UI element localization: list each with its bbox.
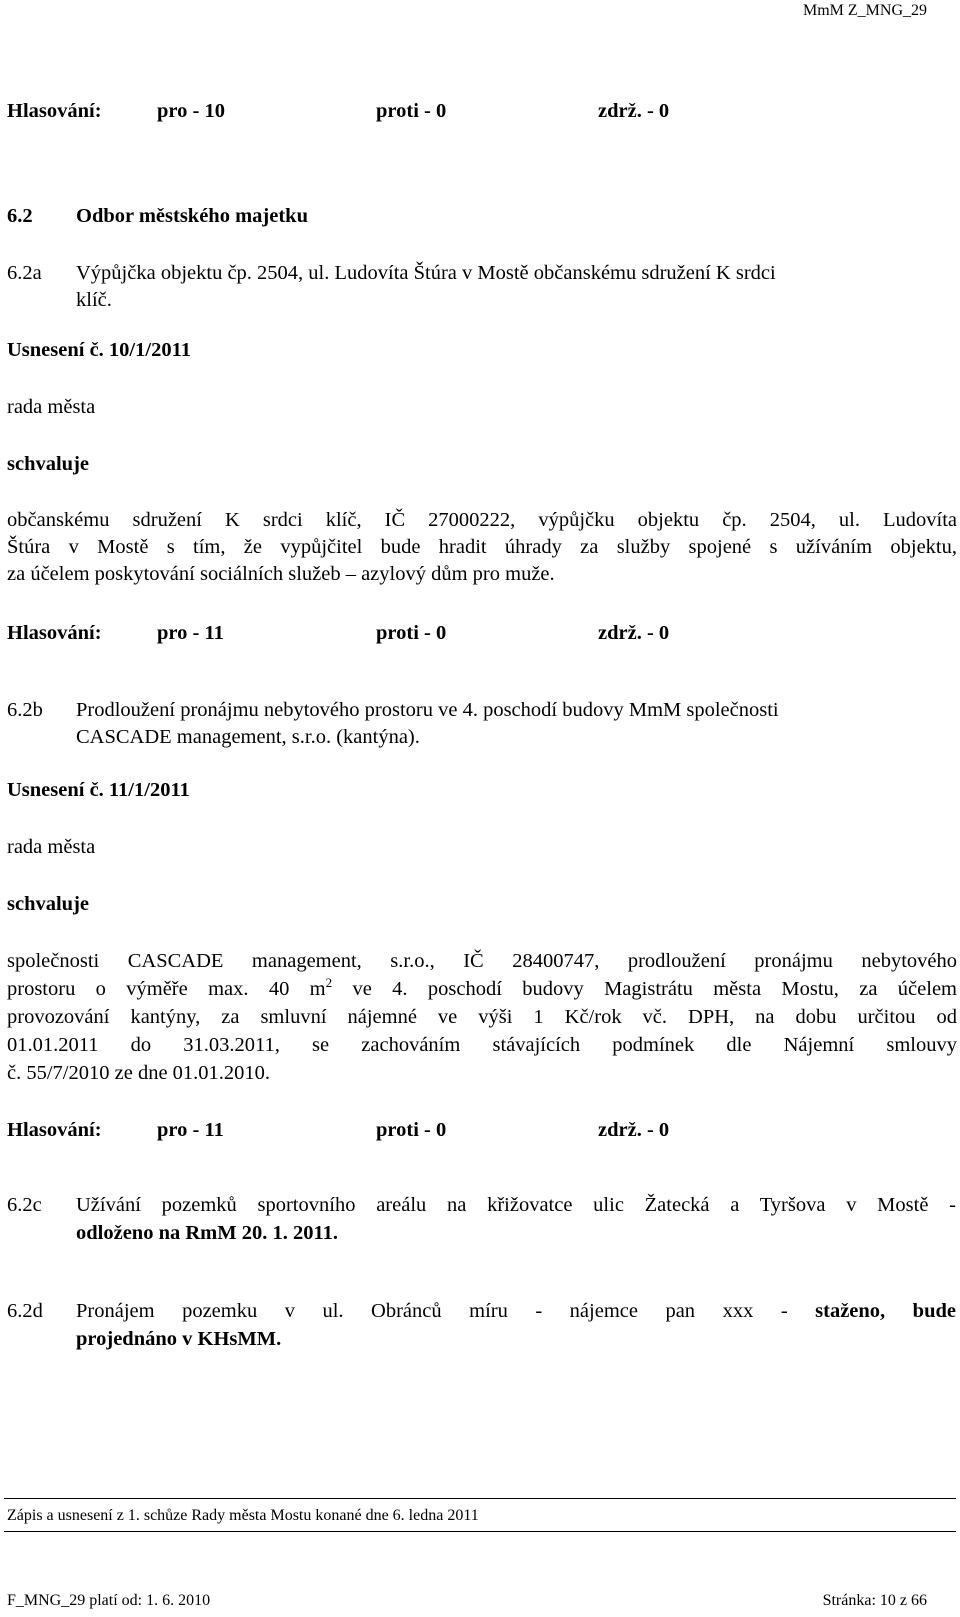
resolution-text-line: za účelem poskytování sociálních služeb – azylový dům pro muže. — [7, 563, 555, 585]
vote-zdrz: zdrž. - 0 — [598, 1119, 670, 1141]
section-title: Odbor městského majetku — [76, 205, 308, 227]
item-number: 6.2b — [7, 699, 43, 721]
item-title-line: Prodloužení pronájmu nebytového prostoru ve 4. poschodí budovy MmM společnosti — [76, 699, 779, 721]
resolution-verb: schvaluje — [7, 893, 89, 915]
vote-proti: proti - 0 — [376, 622, 447, 644]
footer-divider — [4, 1498, 956, 1499]
resolution-text-line: 01.01.2011 do 31.03.2011, se zachováním stávajících podmínek dle Nájemní smlouvy — [7, 1034, 957, 1056]
resolution-text-line: Štúra v Mostě s tím, že vypůjčitel bude hradit úhrady za služby spojené s užíváním objektu, — [7, 536, 957, 558]
council-label: rada města — [7, 836, 96, 858]
resolution-text-line: společnosti CASCADE management, s.r.o., IČ 28400747, prodloužení pronájmu nebytového — [7, 950, 957, 972]
resolution-number: Usnesení č. 10/1/2011 — [7, 339, 191, 361]
vote-zdrz: zdrž. - 0 — [598, 100, 670, 122]
council-label: rada města — [7, 396, 96, 418]
vote-proti: proti - 0 — [376, 1119, 447, 1141]
footer-minutes: Zápis a usnesení z 1. schůze Rady města Mostu konané dne 6. ledna 2011 — [7, 1507, 479, 1524]
vote-proti: proti - 0 — [376, 100, 447, 122]
item-status: projednáno v KHsMM. — [76, 1328, 282, 1350]
resolution-number: Usnesení č. 11/1/2011 — [7, 779, 190, 801]
vote-label: Hlasování: — [7, 1119, 102, 1141]
section-number: 6.2 — [7, 205, 33, 227]
item-number: 6.2d — [7, 1300, 43, 1322]
vote-label: Hlasování: — [7, 622, 102, 644]
resolution-text-line: občanskému sdružení K srdci klíč, IČ 27000222, výpůjčku objektu čp. 2504, ul. Ludovíta — [7, 509, 957, 531]
vote-pro: pro - 10 — [157, 100, 225, 122]
item-title-line: Užívání pozemků sportovního areálu na křižovatce ulic Žatecká a Tyršova v Mostě - — [76, 1194, 956, 1216]
item-status: odloženo na RmM 20. 1. 2011. — [76, 1222, 338, 1244]
footer-divider — [4, 1531, 956, 1532]
item-number: 6.2c — [7, 1194, 42, 1216]
item-title-line: klíč. — [76, 289, 112, 311]
resolution-verb: schvaluje — [7, 453, 89, 475]
vote-pro: pro - 11 — [157, 622, 224, 644]
resolution-text-line: č. 55/7/2010 ze dne 01.01.2010. — [7, 1062, 271, 1084]
vote-zdrz: zdrž. - 0 — [598, 622, 670, 644]
resolution-text-line: prostoru o výměře max. 40 $m^2$ ve 4. poschodí budovy Magistrátu města Mostu, za účelem — [7, 975, 957, 1000]
item-title-line: CASCADE management, s.r.o. (kantýna). — [76, 726, 420, 748]
vote-label: Hlasování: — [7, 100, 102, 122]
item-number: 6.2a — [7, 262, 42, 284]
resolution-text-line: provozování kantýny, za smluvní nájemné ve výši 1 Kč/rok vč. DPH, na dobu určitou od — [7, 1006, 957, 1028]
footer-valid-from: F_MNG_29 platí od: 1. 6. 2010 — [7, 1592, 211, 1609]
vote-pro: pro - 11 — [157, 1119, 224, 1141]
item-title-line: Pronájem pozemku v ul. Obránců míru - nájemce pan xxx - staženo, bude — [76, 1300, 956, 1322]
footer-page-number: Stránka: 10 z 66 — [822, 1592, 927, 1609]
document-code: MmM Z_MNG_29 — [802, 2, 927, 19]
item-title-line: Výpůjčka objektu čp. 2504, ul. Ludovíta Štúra v Mostě občanskému sdružení K srdci — [76, 262, 776, 284]
